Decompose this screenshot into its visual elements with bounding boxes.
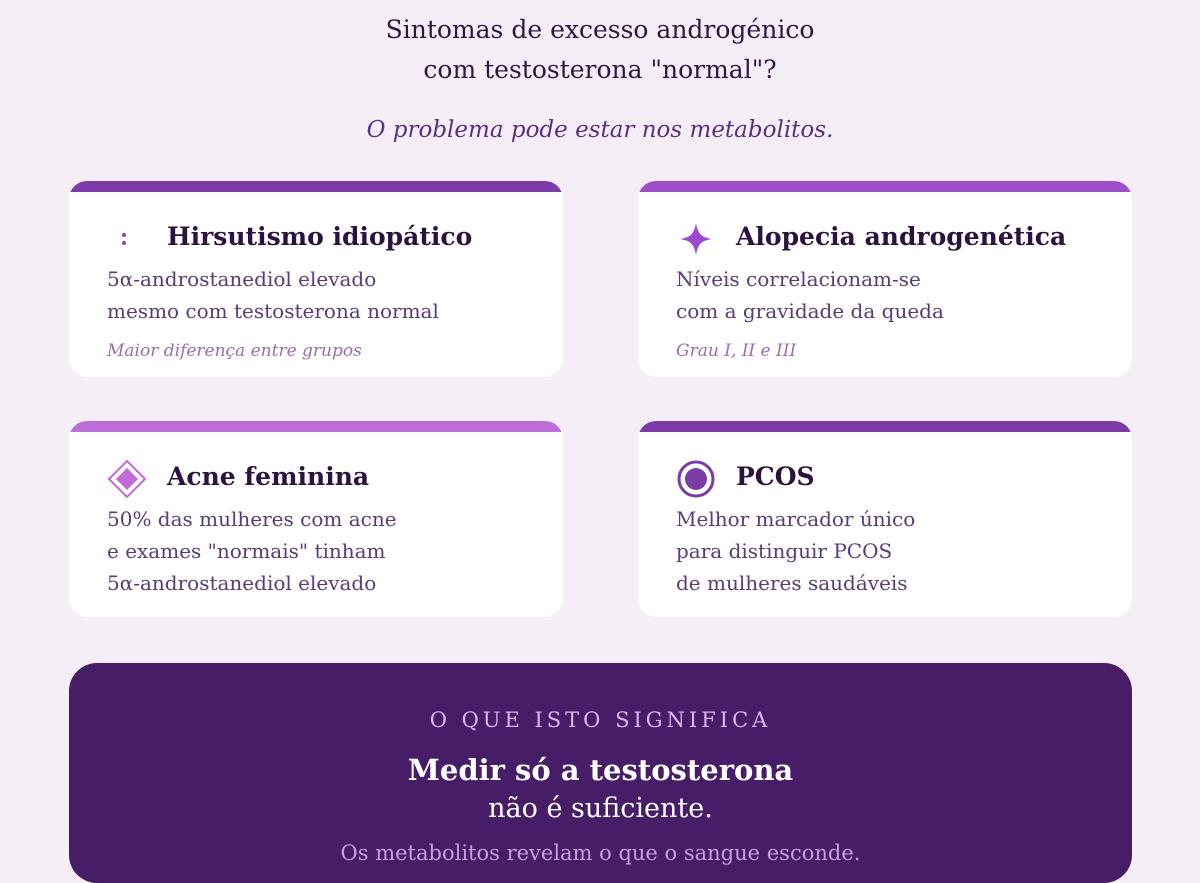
page-title-line-2: com testosterona "normal"? [423, 55, 777, 84]
card-accent-bar [638, 421, 1132, 432]
page-title [0, 10, 1200, 90]
card-acne [69, 421, 563, 617]
card-description: Níveis correlacionam-se com a gravidade da queda [676, 267, 944, 323]
card-description: 5α-androstanediol elevado mesmo com testosterona normal [107, 267, 439, 323]
page-subtitle: O problema pode estar nos metabolitos. [366, 117, 834, 143]
card-pcos [638, 421, 1132, 617]
summary-headline: Medir só a testosterona [407, 753, 794, 787]
summary-footline: Os metabolitos revelam o que o sangue esconde. [340, 841, 861, 865]
card-hirsutismo [69, 181, 563, 377]
summary-subline: não é suficiente. [488, 793, 713, 824]
target-icon [674, 457, 718, 501]
card-accent-bar [69, 181, 563, 192]
dots-icon [105, 217, 149, 261]
card-alopecia [638, 181, 1132, 377]
card-description: Melhor marcador único para distinguir PCOS de mulheres saudáveis [676, 507, 916, 595]
summary-kicker: O QUE ISTO SIGNIFICA [429, 708, 772, 732]
card-title: Alopecia androgenética [736, 222, 1067, 251]
sparkle-icon [674, 217, 718, 261]
card-title: Hirsutismo idiopático [167, 222, 473, 251]
diamond-icon [105, 457, 149, 501]
page-header [0, 10, 1200, 145]
card-title: Acne feminina [167, 462, 370, 491]
card-accent-bar [69, 421, 563, 432]
card-title: PCOS [736, 462, 815, 491]
card-accent-bar [638, 181, 1132, 192]
summary-panel [69, 663, 1132, 883]
card-description: 50% das mulheres com acne e exames "normais" tinham 5α-androstanediol elevado [107, 507, 397, 595]
page-title-line-1: Sintomas de excesso androgénico [385, 15, 815, 44]
card-note: Grau I, II e III [676, 341, 797, 361]
card-note: Maior diferença entre grupos [107, 341, 362, 361]
